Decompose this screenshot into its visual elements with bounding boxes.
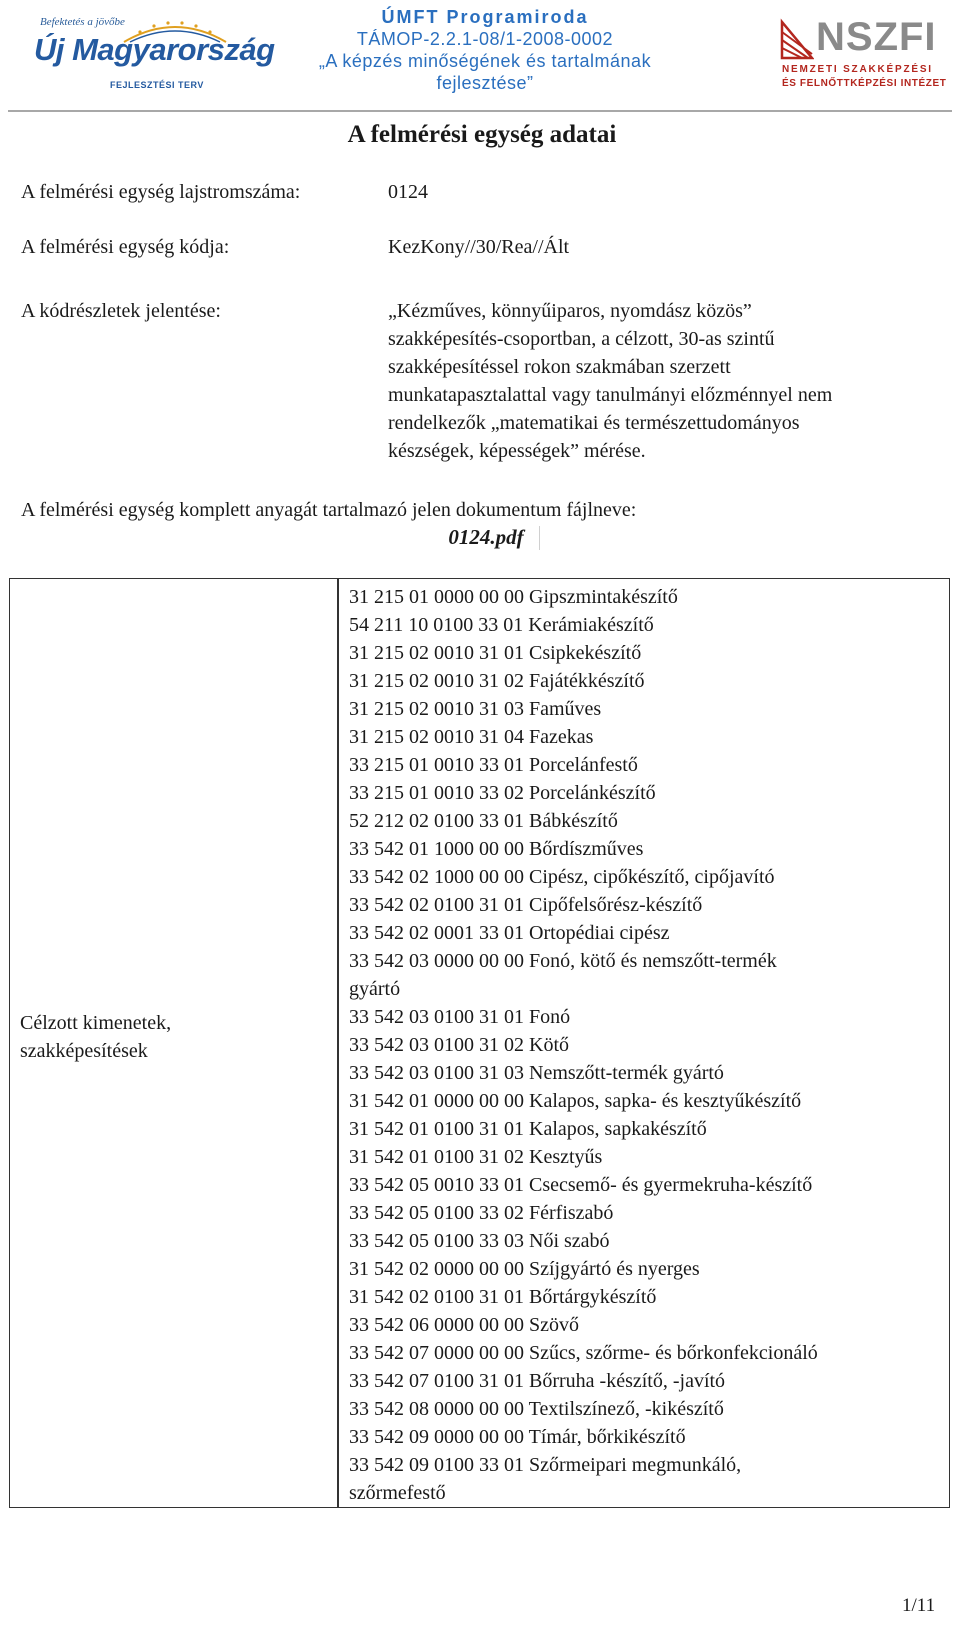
qualification-line: 31 542 01 0000 00 00 Kalapos, sapka- és kesztyűkészítő (349, 1090, 802, 1112)
code-value: KezKony//30/Rea//Ált (388, 236, 570, 258)
table-column-divider (337, 579, 339, 1507)
qualification-line: 33 542 03 0100 31 01 Fonó (349, 1006, 571, 1028)
meaning-line: „Kézműves, könnyűiparos, nyomdász közös” (388, 300, 752, 322)
nszfi-mark-icon (780, 18, 814, 60)
qualification-line: 33 542 07 0100 31 01 Bőrruha -készítő, -javító (349, 1370, 726, 1392)
meaning-line: rendelkezők „matematikai és természettudományos (388, 412, 800, 434)
logo-subtitle: FEJLESZTÉSI TERV (110, 80, 204, 90)
heading-line-2: TÁMOP-2.2.1-08/1-2008-0002 (356, 29, 614, 49)
qualification-line: 31 215 01 0000 00 00 Gipszmintakészítő (349, 586, 678, 608)
nszfi-line-2: ÉS FELNŐTTKÉPZÉSI INTÉZET (782, 78, 947, 89)
qualification-line: 33 542 08 0000 00 00 Textilszínező, -kikészítő (349, 1398, 724, 1420)
registry-value: 0124 (388, 181, 428, 203)
qualification-line: szőrmefestő (349, 1482, 446, 1504)
page-header (0, 0, 960, 112)
heading-line-4: fejlesztése” (436, 73, 534, 93)
heading-line-3: „A képzés minőségének és tartalmának (318, 51, 652, 71)
logo-name: Új Magyarország (34, 32, 275, 67)
uj-magyarorszag-logo (34, 14, 275, 94)
qualification-line: 33 542 05 0100 33 02 Férfiszabó (349, 1202, 614, 1224)
qualifications-table (9, 578, 950, 1508)
qualification-line: 31 542 01 0100 31 02 Kesztyűs (349, 1146, 603, 1168)
document-filename: 0124.pdf (448, 525, 524, 549)
meaning-line: munkatapasztalattal vagy tanulmányi előzménnyel nem (388, 384, 833, 406)
meaning-label: A kódrészletek jelentése: (21, 300, 221, 322)
left-cell-line: Célzott kimenetek, (20, 1012, 172, 1034)
registry-label: A felmérési egység lajstromszáma: (21, 181, 301, 203)
page-number: 1/11 (902, 1595, 936, 1616)
qualification-line: 33 542 05 0010 33 01 Csecsemő- és gyermekruha-készítő (349, 1174, 813, 1196)
qualification-line: 33 542 02 0001 33 01 Ortopédiai cipész (349, 922, 670, 944)
qualification-line: 33 542 05 0100 33 03 Női szabó (349, 1230, 610, 1252)
qualifications-list (349, 583, 939, 1507)
qualification-line: 31 542 01 0100 31 01 Kalapos, sapkakészítő (349, 1118, 707, 1140)
qualification-line: 33 542 03 0100 31 02 Kötő (349, 1034, 569, 1056)
meaning-line: készségek, képességek” mérése. (388, 440, 646, 462)
table-left-cell (20, 1009, 320, 1065)
qualification-line: 33 542 06 0000 00 00 Szövő (349, 1314, 579, 1336)
qualification-line: 33 542 02 0100 31 01 Cipőfelsőrész-készítő (349, 894, 703, 916)
meaning-line: szakképesítéssel rokon szakmában szerzett (388, 356, 731, 378)
meaning-line: szakképesítés-csoportban, a célzott, 30-as szintű (388, 328, 775, 350)
code-label: A felmérési egység kódja: (21, 236, 230, 258)
qualification-line: 33 542 09 0100 33 01 Szőrmeipari megmunkáló, (349, 1454, 742, 1476)
qualification-line: 33 542 03 0100 31 03 Nemszőtt-termék gyártó (349, 1062, 724, 1084)
filename-label: A felmérési egység komplett anyagát tartalmazó jelen dokumentum fájlneve: (21, 499, 637, 521)
qualification-line: 31 215 02 0010 31 01 Csipkekészítő (349, 642, 642, 664)
qualification-line: 33 215 01 0010 33 01 Porcelánfestő (349, 754, 638, 776)
meaning-description (388, 297, 948, 465)
nszfi-logo (780, 15, 952, 94)
qualification-line: 33 542 07 0000 00 00 Szűcs, szőrme- és bőrkonfekcionáló (349, 1342, 818, 1364)
qualification-line: 33 542 09 0000 00 00 Tímár, bőrkikészítő (349, 1426, 686, 1448)
qualification-line: 31 542 02 0000 00 00 Szíjgyártó és nyerges (349, 1258, 700, 1280)
qualification-line: gyártó (349, 978, 401, 1000)
qualification-line: 33 215 01 0010 33 02 Porcelánkészítő (349, 782, 656, 804)
nszfi-brand: NSZFI (816, 15, 937, 59)
qualification-line: 31 215 02 0010 31 04 Fazekas (349, 726, 594, 748)
header-divider (8, 110, 952, 112)
qualification-line: 54 211 10 0100 33 01 Kerámiakészítő (349, 614, 654, 636)
qualification-line: 33 542 01 1000 00 00 Bőrdíszműves (349, 838, 644, 860)
text-cursor (539, 526, 540, 550)
qualification-line: 31 215 02 0010 31 02 Fajátékkészítő (349, 670, 645, 692)
page-title: A felmérési egység adatai (347, 121, 617, 148)
qualification-line: 52 212 02 0100 33 01 Bábkészítő (349, 810, 618, 832)
qualification-line: 31 215 02 0010 31 03 Faműves (349, 698, 602, 720)
qualification-line: 33 542 03 0000 00 00 Fonó, kötő és nemszőtt-termék (349, 950, 777, 972)
qualification-line: 33 542 02 1000 00 00 Cipész, cipőkészítő, cipőjavító (349, 866, 775, 888)
nszfi-line-1: NEMZETI SZAKKÉPZÉSI (782, 64, 933, 75)
heading-line-1: ÚMFT Programiroda (381, 7, 589, 27)
left-cell-line: szakképesítések (20, 1040, 148, 1062)
logo-motto: Befektetés a jövőbe (40, 16, 125, 28)
qualification-line: 31 542 02 0100 31 01 Bőrtárgykészítő (349, 1286, 657, 1308)
program-office-heading (270, 6, 700, 94)
